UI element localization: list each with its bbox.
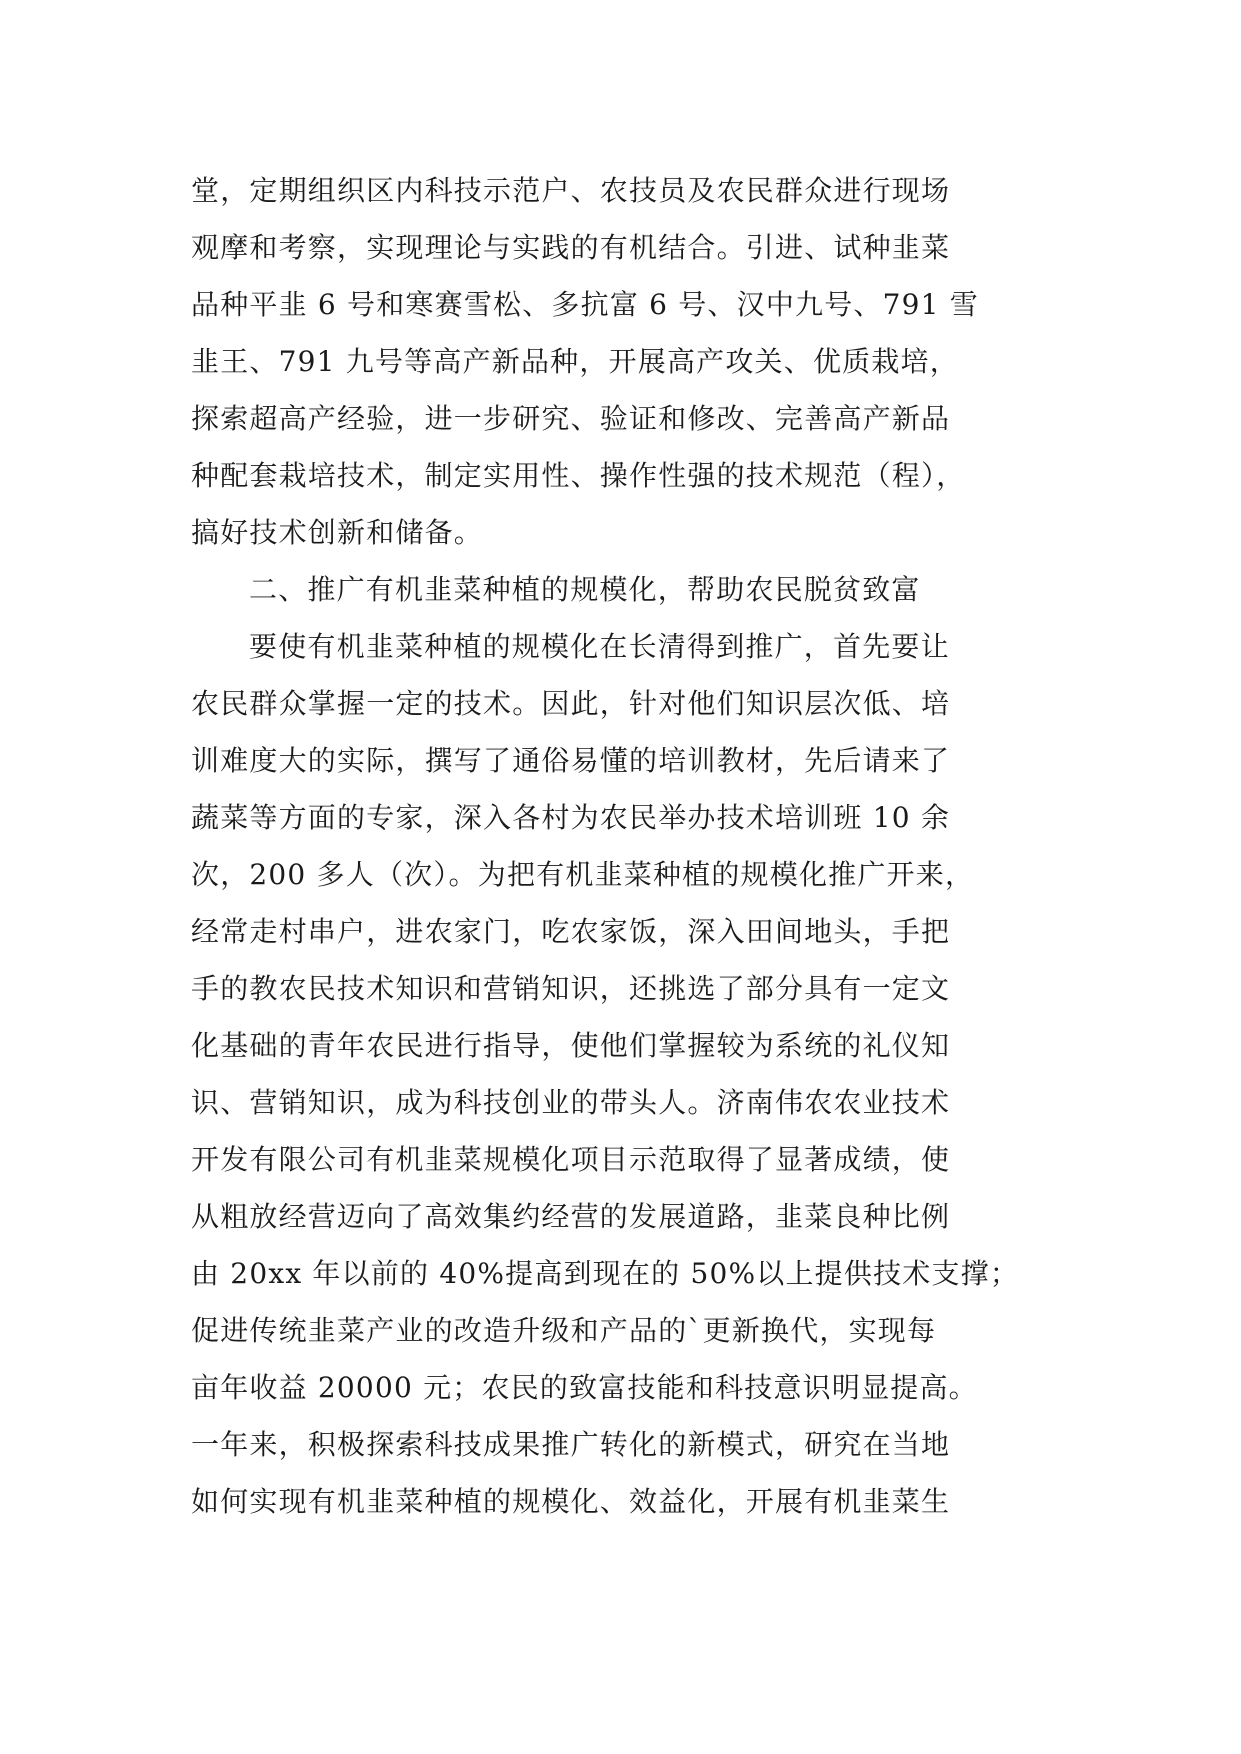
text-line: 种配套栽培技术，制定实用性、操作性强的技术规范（程）， — [191, 459, 966, 492]
text-line: 从粗放经营迈向了高效集约经营的发展道路，韭菜良种比例 — [191, 1200, 951, 1233]
text-line: 搞好技术创新和储备。 — [191, 516, 484, 549]
text-line: 一年来，积极探索科技成果推广转化的新模式，研究在当地 — [191, 1428, 951, 1461]
text-line: 促进传统韭菜产业的改造升级和产品的`更新换代，实现每 — [191, 1314, 937, 1347]
text-line: 农民群众掌握一定的技术。因此，针对他们知识层次低、培 — [191, 687, 951, 720]
section-heading: 二、推广有机韭菜种植的规模化，帮助农民脱贫致富 — [249, 573, 921, 606]
text-line: 韭王、791 九号等高产新品种，开展高产攻关、优质栽培， — [191, 345, 959, 378]
text-line: 蔬菜等方面的专家，深入各村为农民举办技术培训班 10 余 — [191, 801, 951, 834]
text-line: 由 20xx 年以前的 40%提高到现在的 50%以上提供技术支撑； — [191, 1257, 1020, 1290]
document-body — [191, 162, 1051, 1530]
text-line: 品种平韭 6 号和寒赛雪松、多抗富 6 号、汉中九号、791 雪 — [191, 288, 979, 321]
text-line: 探索超高产经验，进一步研究、验证和修改、完善高产新品 — [191, 402, 951, 435]
paragraph-first-line: 要使有机韭菜种植的规模化在长清得到推广，首先要让 — [249, 630, 950, 663]
text-line: 手的教农民技术知识和营销知识，还挑选了部分具有一定文 — [191, 972, 951, 1005]
text-line: 识、营销知识，成为科技创业的带头人。济南伟农农业技术 — [191, 1086, 951, 1119]
text-line: 训难度大的实际，撰写了通俗易懂的培训教材，先后请来了 — [191, 744, 951, 777]
text-line: 开发有限公司有机韭菜规模化项目示范取得了显著成绩，使 — [191, 1143, 951, 1176]
text-line: 堂，定期组织区内科技示范户、农技员及农民群众进行现场 — [191, 174, 951, 207]
text-line: 次，200 多人（次）。为把有机韭菜种植的规模化推广开来， — [191, 858, 975, 891]
text-line: 经常走村串户，进农家门，吃农家饭，深入田间地头，手把 — [191, 915, 951, 948]
text-line: 观摩和考察，实现理论与实践的有机结合。引进、试种韭菜 — [191, 231, 951, 264]
text-line: 化基础的青年农民进行指导，使他们掌握较为系统的礼仪知 — [191, 1029, 951, 1062]
text-line: 亩年收益 20000 元；农民的致富技能和科技意识明显提高。 — [191, 1371, 978, 1404]
text-line: 如何实现有机韭菜种植的规模化、效益化，开展有机韭菜生 — [191, 1485, 951, 1518]
